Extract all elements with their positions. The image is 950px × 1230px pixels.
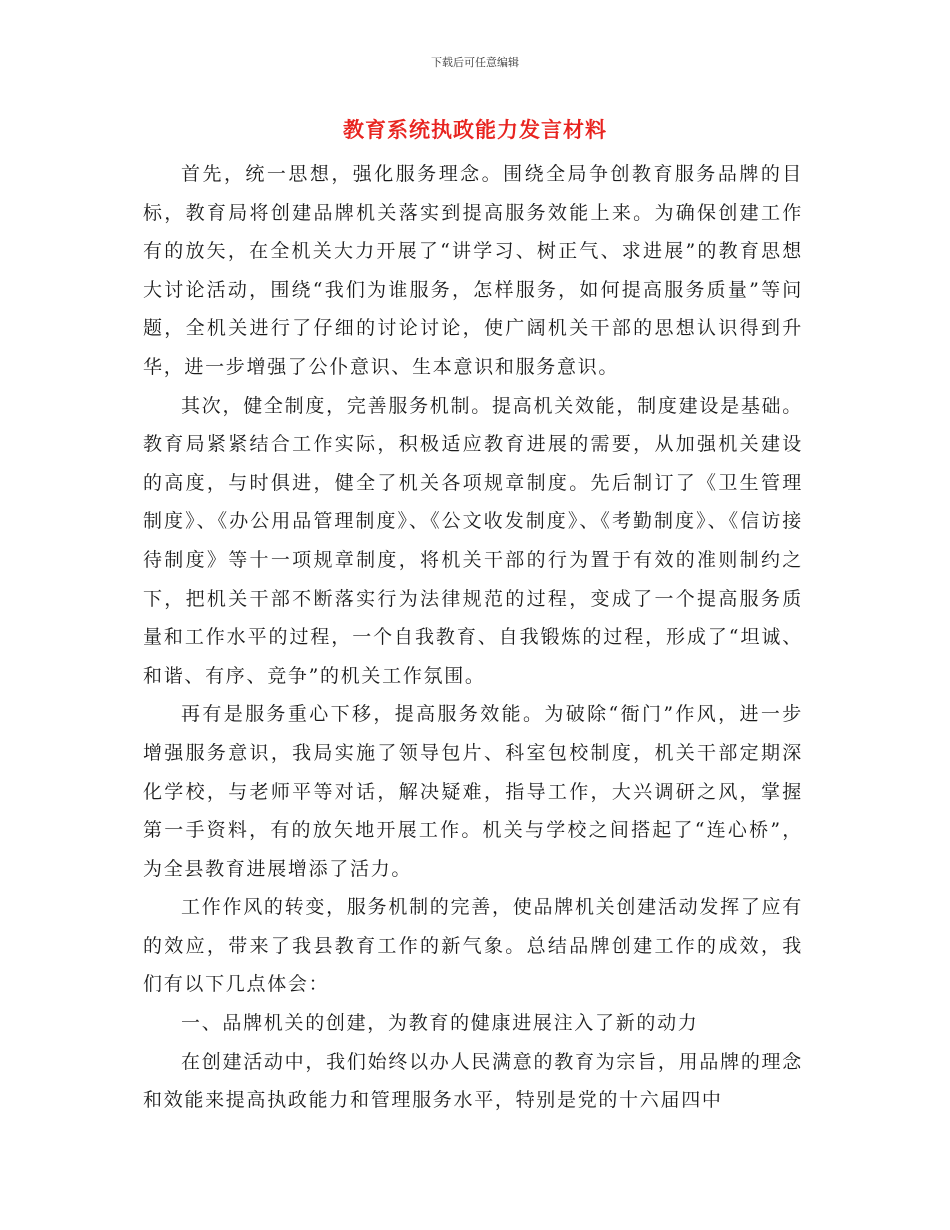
paragraph-2: 其次，健全制度，完善服务机制。提高机关效能，制度建设是基础。教育局紧紧结合工作实际，积极适应教育进展的需要，从加强机关建设的高度，与时俱进，健全了机关各项规章制度。先后制订了《卫生管理制度》、《办公用品管理制度》、《公文收发制度》、《考勤制度》、《信访接待制度》等十一项规章制度，将机关干部的行为置于有效的准则制约之下，把机关干部不断落实行为法律规范的过程，变成了一个提高服务质量和工作水平的过程，一个自我教育、自我锻炼的过程，形成了“坦诚、和谐、有序、竞争”的机关工作氛围。 [143, 394, 803, 687]
paragraph-1: 首先，统一思想，强化服务理念。围绕全局争创教育服务品牌的目标，教育局将创建品牌机关落实到提高服务效能上来。为确保创建工作有的放矢，在全机关大力开展了“讲学习、树正气、求进展”的教育思想大讨论活动，围绕“我们为谁服务，怎样服务，如何提高服务质量”等问题，全机关进行了仔细的讨论讨论，使广阔机关干部的思想认识得到升华，进一步增强了公仆意识、生本意识和服务意识。 [143, 163, 803, 378]
paragraph-3: 再有是服务重心下移，提高服务效能。为破除“衙门”作风，进一步增强服务意识，我局实施了领导包片、科室包校制度，机关干部定期深化学校，与老师平等对话，解决疑难，指导工作，大兴调研之风，掌握第一手资料，有的放矢地开展工作。机关与学校之间搭起了“连心桥”，为全县教育进展增添了活力。 [143, 703, 803, 880]
section-heading-1: 一、品牌机关的创建，为教育的健康进展注入了新的动力 [181, 1012, 699, 1035]
header-note: 下载后可任意编辑 [431, 56, 519, 69]
paragraph-4: 工作作风的转变，服务机制的完善，使品牌机关创建活动发挥了应有的效应，带来了我县教育工作的新气象。总结品牌创建工作的成效，我们有以下几点体会： [143, 896, 803, 996]
paragraph-5: 在创建活动中，我们始终以办人民满意的教育为宗旨，用品牌的理念和效能来提高执政能力和管理服务水平，特别是党的十六届四中 [143, 1050, 803, 1112]
document-title: 教育系统执政能力发言材料 [343, 118, 607, 142]
document-body [143, 155, 803, 1120]
